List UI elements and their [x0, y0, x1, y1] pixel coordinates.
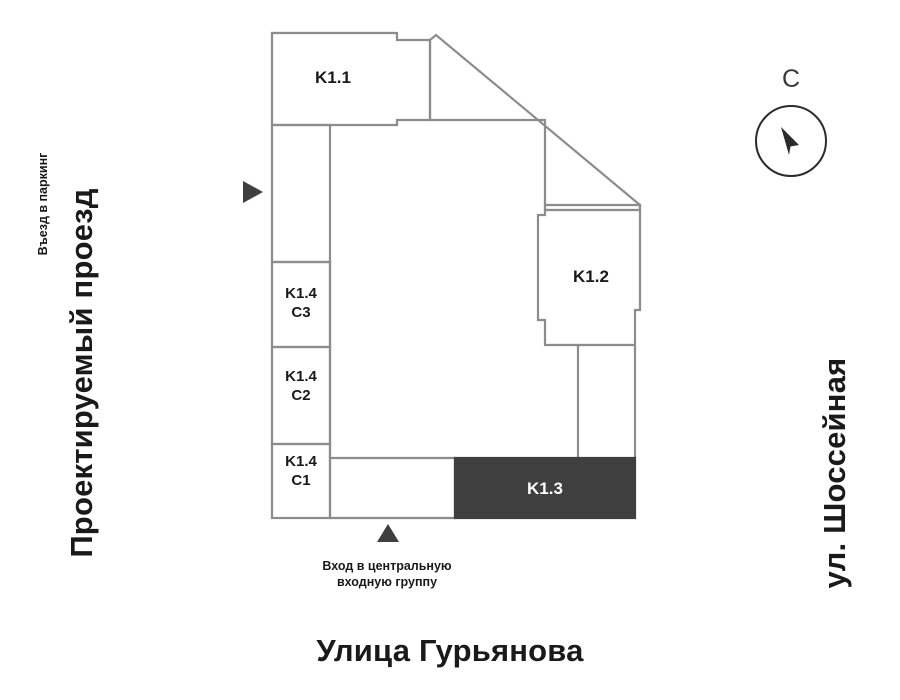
block-label-k12: K1.2 [573, 267, 609, 286]
street-label-left: Проектируемый проезд [64, 188, 99, 558]
compass-north-label: С [781, 65, 801, 93]
main-entrance-label-line2: входную группу [336, 575, 438, 589]
block-outline-left-corridor [272, 125, 330, 262]
block-label-k14c3-main: K1.4 [285, 285, 317, 302]
block-label-k14c2-sub: С2 [291, 387, 311, 404]
street-label-bottom: Улица Гурьянова [316, 633, 584, 668]
block-label-k14c3-sub: С3 [291, 304, 311, 321]
parking-entrance-arrow-icon [243, 181, 263, 203]
main-entrance-arrow-icon [377, 524, 399, 542]
block-label-k13: K1.3 [527, 479, 563, 498]
block-label-k14c1 [271, 452, 331, 490]
block-outline-diagonal-wing [430, 35, 640, 210]
block-label-k14c2-main: K1.4 [285, 368, 317, 385]
block-label-k14c1-sub: С1 [291, 472, 311, 489]
block-outline-bottom-strip [330, 458, 455, 518]
block-label-k14c3 [271, 284, 331, 322]
street-label-right: ул. Шоссейная [817, 357, 852, 589]
block-label-k11: K1.1 [315, 68, 351, 87]
main-entrance-label-line1: Вход в центральную [322, 559, 452, 573]
block-label-k14c1-main: K1.4 [285, 453, 317, 470]
parking-entrance-label: Въезд в паркинг [36, 152, 50, 256]
block-label-k14c2 [271, 367, 331, 405]
